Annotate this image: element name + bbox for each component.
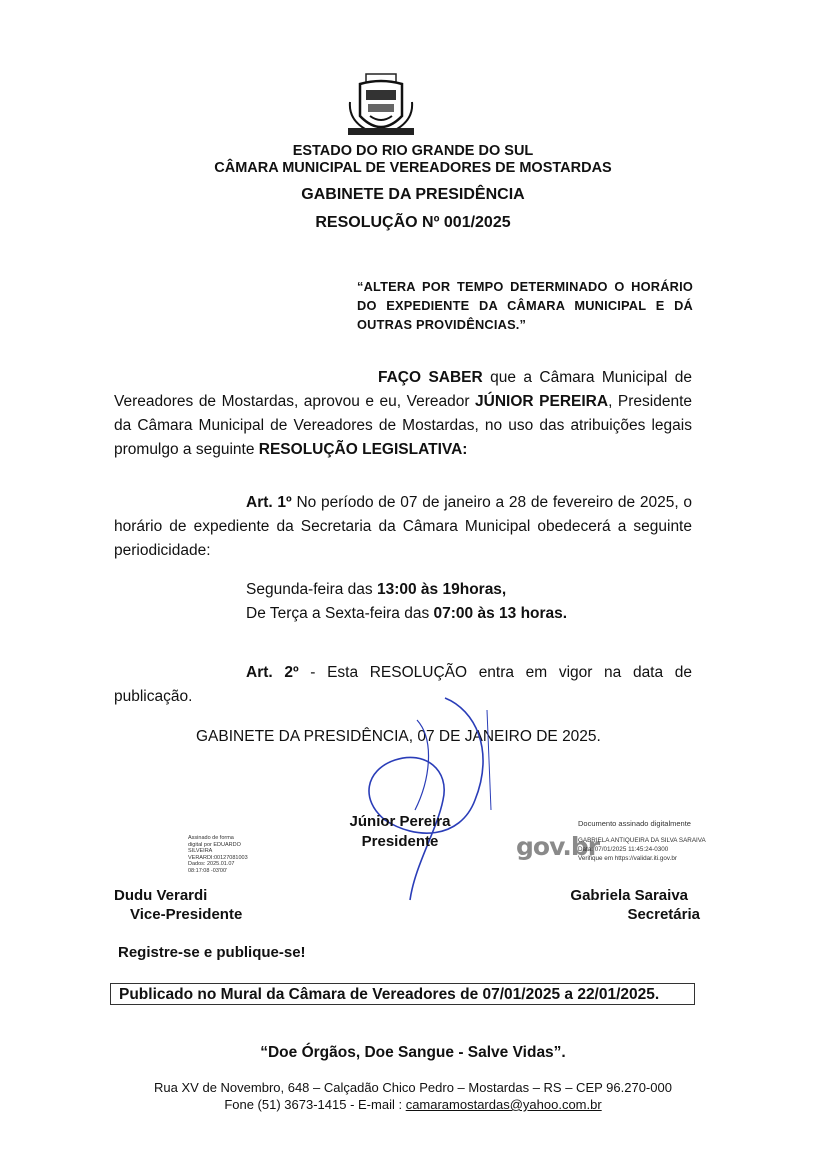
resolution-number: RESOLUÇÃO Nº 001/2025 <box>315 214 511 231</box>
preamble-text-1: que a Câmara Municipal de Vereadores de Mostardas, aprovou e eu, Vereador <box>114 369 693 410</box>
president-signature-block <box>330 812 470 852</box>
article-2-label: Art. 2º <box>246 664 299 681</box>
govbr-signer: GABRIELA ANTIQUEIRA DA SILVA SARAIVA <box>578 837 706 844</box>
article-2-text: - Esta RESOLUÇÃO entra em vigor na data de publicação. <box>114 664 692 705</box>
president-signature <box>355 690 505 910</box>
footer-address: Rua XV de Novembro, 648 – Calçadão Chico Pedro – Mostardas – RS – CEP 96.270-000 <box>154 1080 672 1095</box>
president-role: Presidente <box>361 833 439 850</box>
footer-email-link[interactable]: camaramostardas@yahoo.com.br <box>405 1097 602 1112</box>
digital-stamp-small: Assinado de forma digital por EDUARDO SILVEIRA VERARDI:00127081003 Dados: 2025.01.07 08:17:08 -03'00' <box>188 835 248 874</box>
preamble-text-2: , Presidente da Câmara Municipal de Vereadores de Mostardas, no uso das atribuições legais promulgo a seguinte <box>114 393 693 458</box>
chamber-name: CÂMARA MUNICIPAL DE VEREADORES DE MOSTARDAS <box>214 160 612 176</box>
place-date: GABINETE DA PRESIDÊNCIA, 07 DE JANEIRO DE 2025. <box>196 728 601 745</box>
motto: “Doe Órgãos, Doe Sangue - Salve Vidas”. <box>260 1044 566 1061</box>
vice-president-block <box>114 886 264 924</box>
footer-phone: Fone (51) 3673-1415 - E-mail : <box>224 1097 406 1112</box>
govbr-meta <box>578 836 706 863</box>
president-name-inline: JÚNIOR PEREIRA <box>475 393 609 410</box>
article-1-label: Art. 1º <box>246 494 292 511</box>
state-name: ESTADO DO RIO GRANDE DO SUL <box>292 143 534 159</box>
article-1 <box>114 491 692 563</box>
secretary-block <box>560 886 700 924</box>
footer-contact <box>0 1096 826 1113</box>
govbr-note: Documento assinado digitalmente <box>578 819 691 828</box>
ementa: “ALTERA POR TEMPO DETERMINADO O HORÁRIO DO EXPEDIENTE DA CÂMARA MUNICIPAL E DÁ OUTRAS PROVIDÊNCIAS.” <box>357 279 693 332</box>
govbr-date: Data: 07/01/2025 11:45:24-0300 <box>578 846 669 853</box>
header-block <box>0 143 826 177</box>
office-title: GABINETE DA PRESIDÊNCIA <box>301 186 525 203</box>
preamble-lead: FAÇO SABER <box>378 369 483 386</box>
municipal-crest-icon <box>346 72 416 144</box>
secretary-role: Secretária <box>627 906 700 923</box>
vice-president-name: Dudu Verardi <box>114 887 208 904</box>
preamble-paragraph <box>114 366 692 462</box>
vice-president-role: Vice-Presidente <box>130 906 243 923</box>
govbr-verify: Verifique em https://validar.iti.gov.br <box>578 855 677 862</box>
registre-note: Registre-se e publique-se! <box>118 944 306 961</box>
footer <box>0 1079 826 1113</box>
article-1-text: No período de 07 de janeiro a 28 de fevereiro de 2025, o horário de expediente da Secretaria da Câmara Municipal obedecerá a seguinte periodicidade: <box>114 494 692 559</box>
mural-publication-box: Publicado no Mural da Câmara de Vereadores de 07/01/2025 a 22/01/2025. <box>110 983 695 1005</box>
schedule-line: Segunda-feira das 13:00 às 19horas, <box>246 581 507 598</box>
schedule-line: De Terça a Sexta-feira das 07:00 às 13 horas. <box>246 605 568 622</box>
govbr-logo: gov.br <box>516 832 600 861</box>
resolution-kind: RESOLUÇÃO LEGISLATIVA: <box>258 441 468 458</box>
president-name: Júnior Pereira <box>349 813 451 830</box>
secretary-name: Gabriela Saraiva <box>570 887 688 904</box>
schedule <box>246 578 567 626</box>
